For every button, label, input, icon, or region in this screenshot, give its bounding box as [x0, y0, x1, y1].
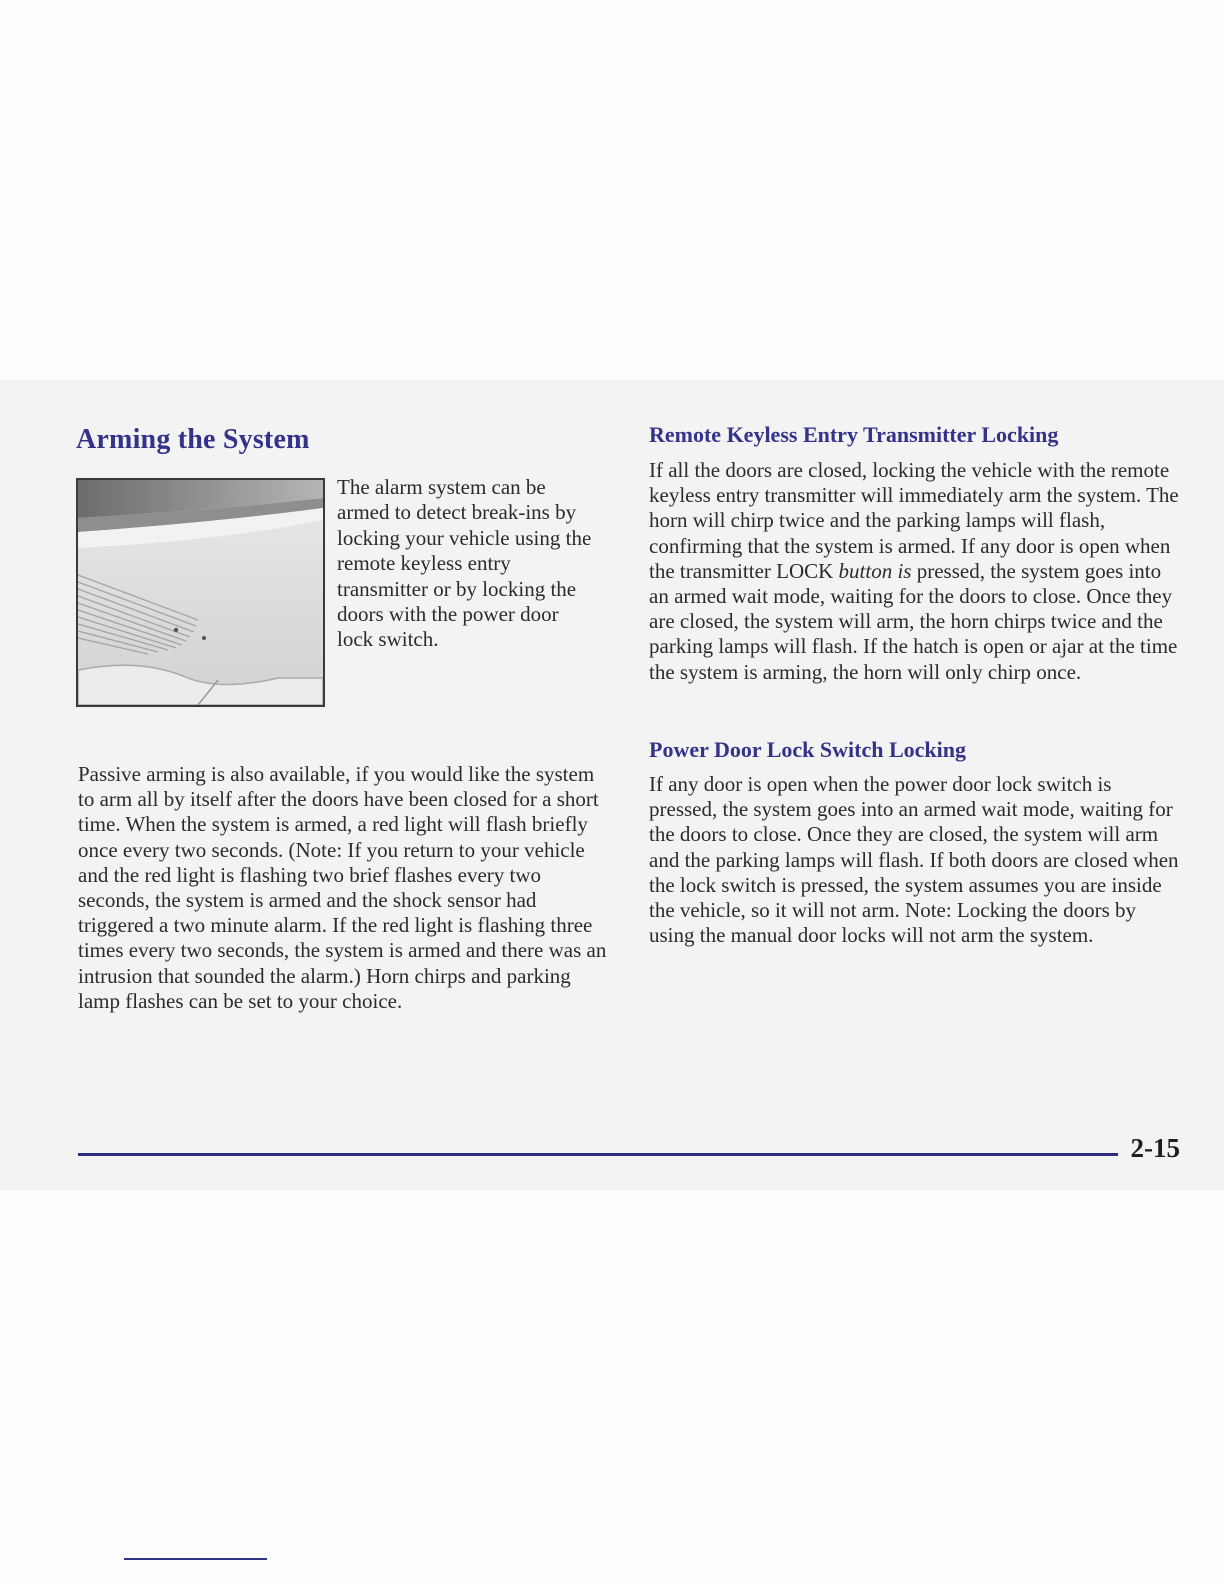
heading-power-door-lock: Power Door Lock Switch Locking	[649, 737, 966, 762]
power-door-lock-paragraph: If any door is open when the power door lock switch is pressed, the system goes into an armed wait mode, waiting for the doors to close. Once they are closed, the system will arm and the parking lamps will flash. If both doors are closed when the lock switch is pressed, the system assumes you are inside the vehicle, so it will not arm. Note: Locking the doors by using the manual door locks will not arm the system.	[649, 772, 1179, 948]
heading-remote-keyless-entry: Remote Keyless Entry Transmitter Locking	[649, 422, 1059, 447]
footer-rule	[78, 1153, 1118, 1156]
remote-keyless-paragraph	[649, 458, 1184, 685]
bottom-short-rule	[124, 1558, 267, 1560]
passive-arming-paragraph: Passive arming is also available, if you would like the system to arm all by itself after the doors have been closed for a short time. When the system is armed, a red light will flash briefly once every two seconds. (Note: If you return to your vehicle and the red light is flashing two brief flashes every two seconds, the system is armed and the shock sensor had triggered a two minute alarm. If the red light is flashing three times every two seconds, the system is armed and there was an intrusion that sounded the alarm.) Horn chirps and parking lamp flashes can be set to your choice.	[78, 762, 607, 1013]
heading-arming-the-system: Arming the System	[76, 424, 310, 455]
remote-keyless-text-b: pressed, the system goes into an armed wait mode, waiting for the doors to close. Once they are closed, the system will arm, the horn chirps twice and the parking lamps will flash. If the hatch is open or ajar at the time the system is arming, the horn will only chirp once.	[649, 558, 1178, 684]
intro-paragraph: The alarm system can be armed to detect break-ins by locking your vehicle using the remote keyless entry transmitter or by locking the doors with the power door lock switch.	[337, 475, 592, 652]
page-number: 2-15	[1130, 1133, 1180, 1163]
dashboard-photo	[76, 478, 325, 707]
remote-keyless-text-a: If all the doors are closed, locking the vehicle with the remote keyless entry transmitter will immediately arm the system. The horn will chirp twice and the parking lamps will flash, confirming that the system is armed. If any door is open when the transmitter LOCK	[649, 458, 1179, 583]
remote-keyless-text-italic: button is	[838, 558, 912, 583]
